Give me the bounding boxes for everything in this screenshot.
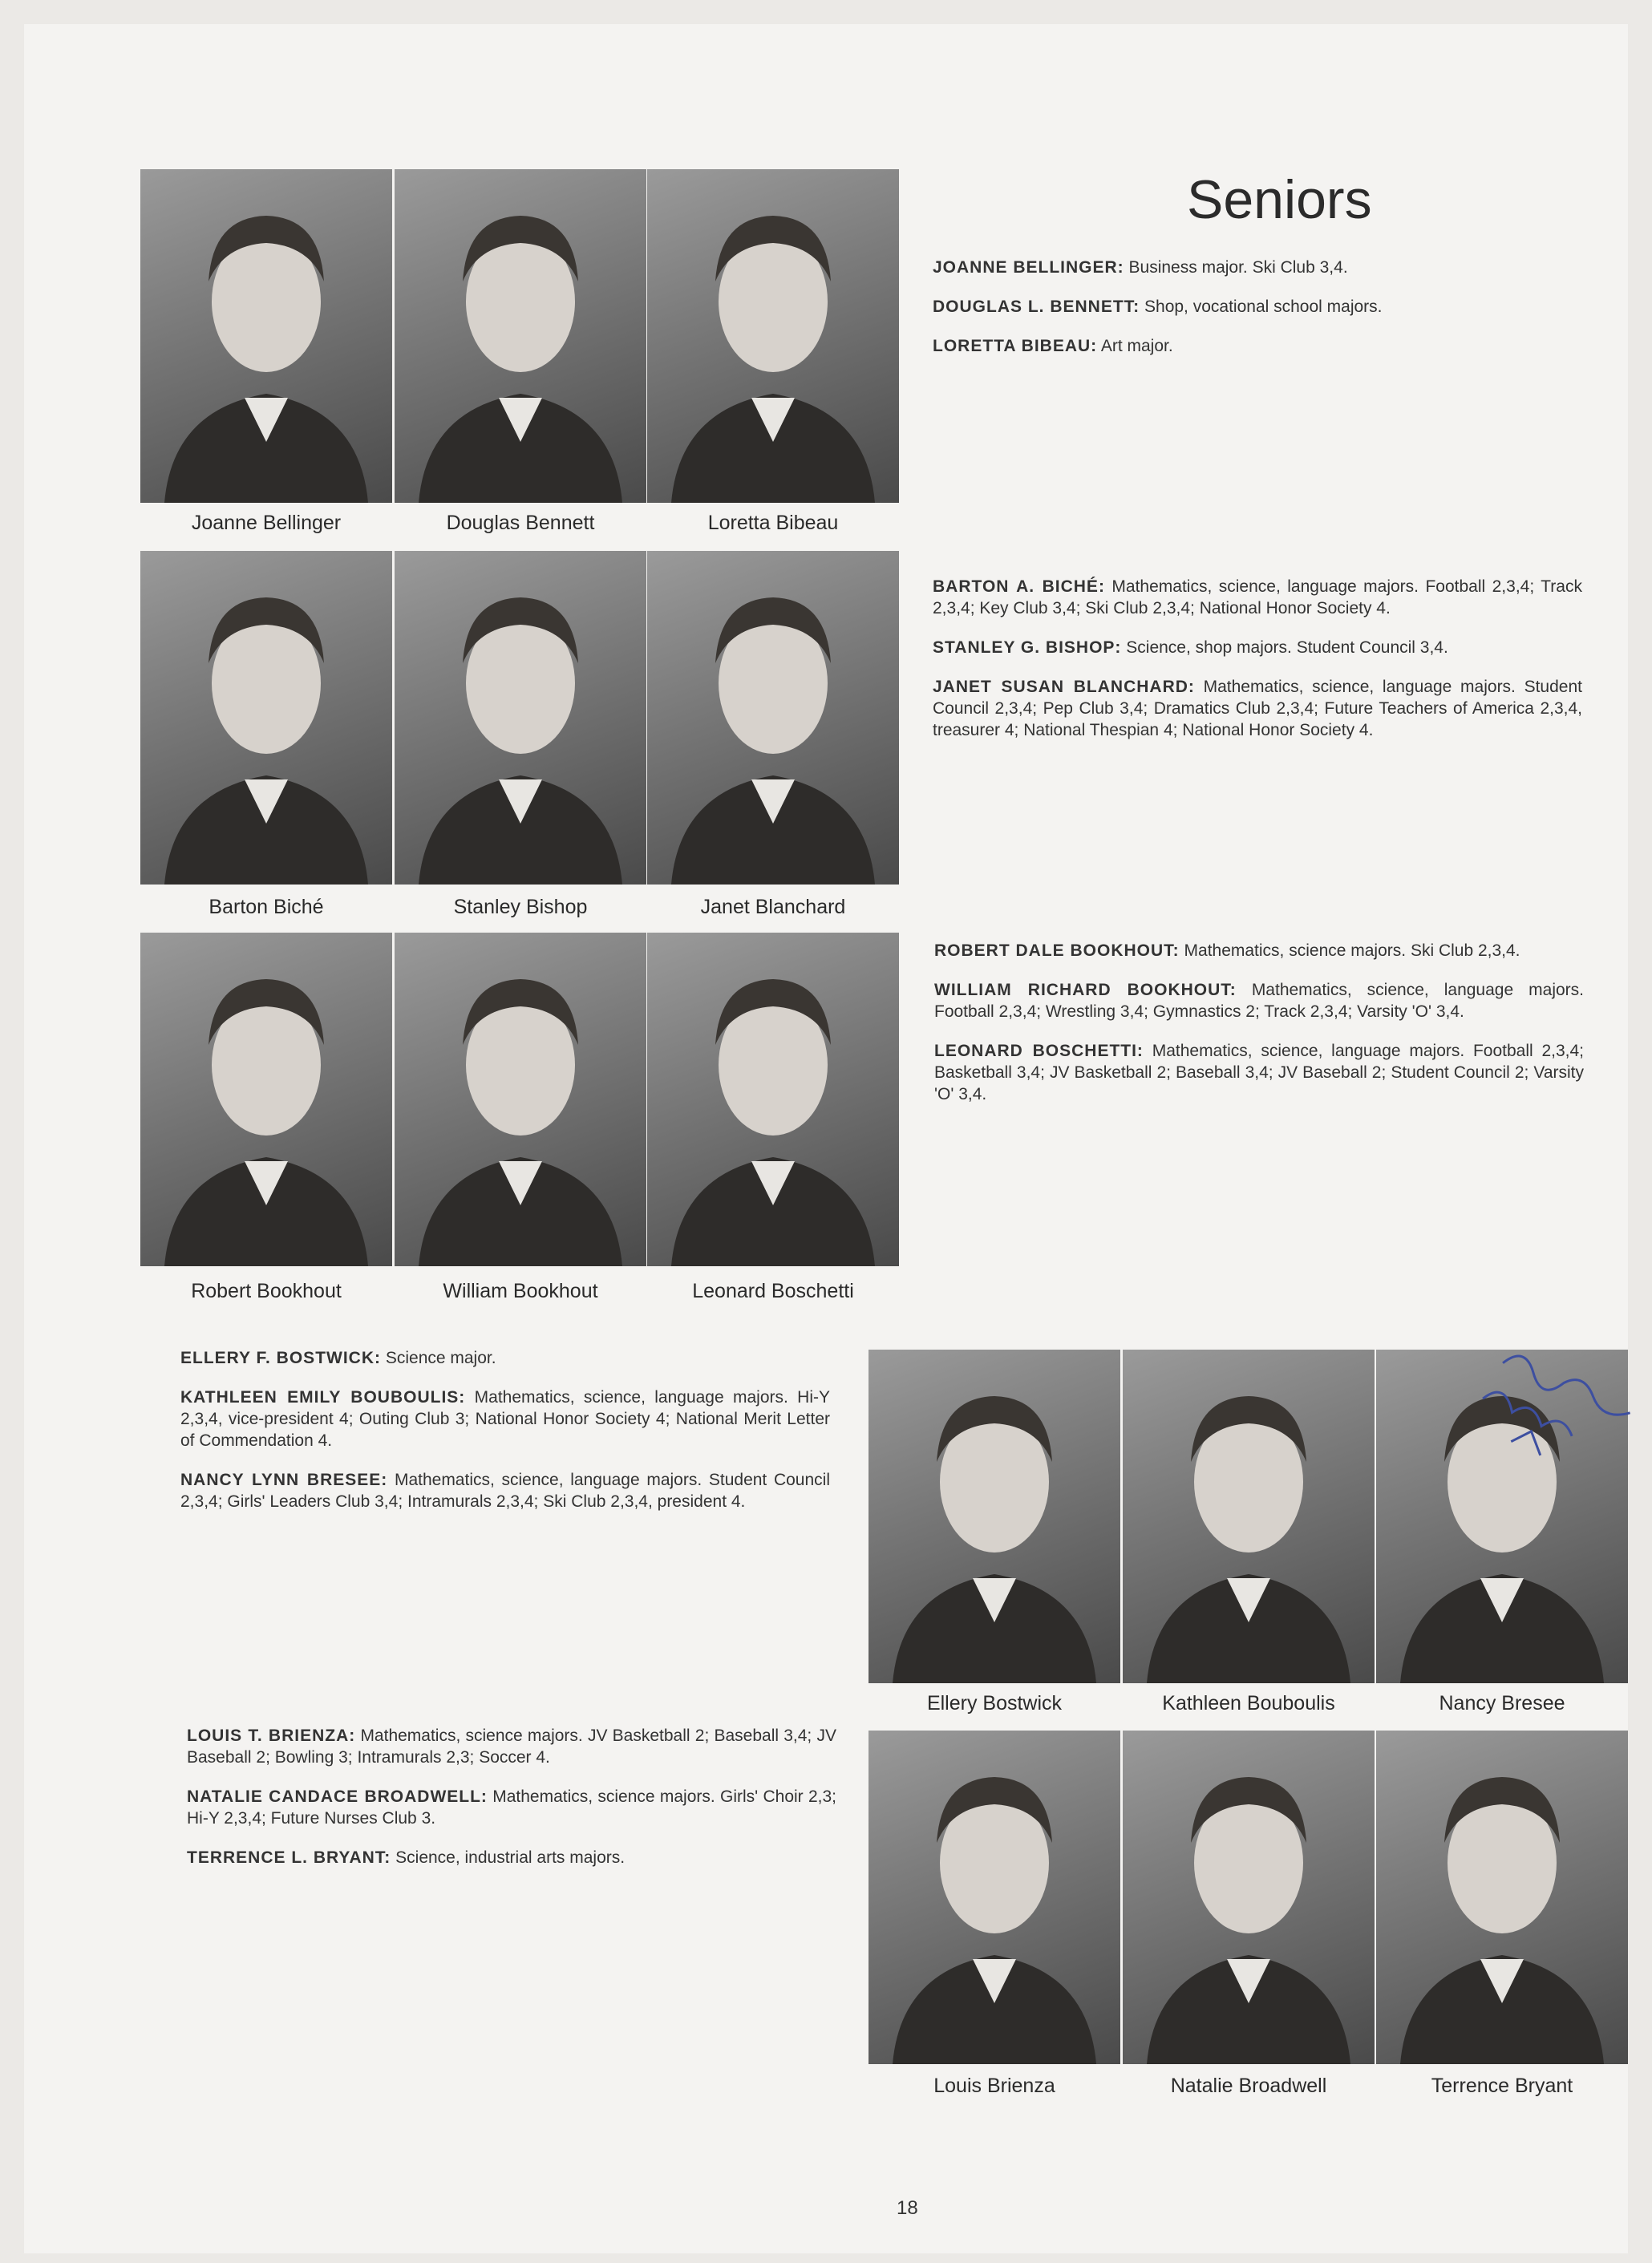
photo-caption: Loretta Bibeau	[707, 512, 839, 534]
senior-bio: TERRENCE L. BRYANT: Science, industrial arts majors.	[187, 1848, 626, 1867]
portrait-photo-icon	[647, 933, 899, 1266]
portrait-photo-icon	[869, 1350, 1120, 1683]
senior-bio: LOUIS T. BRIENZA: Mathematics, science majors. JV Basketball 2; Baseball 3,4; JV Baseball 2; Bowling 3; Intramurals 2,3; Soccer 4.	[187, 1727, 836, 1767]
photo-caption: Leonard Boschetti	[692, 1280, 854, 1302]
senior-bio: STANLEY G. BISHOP: Science, shop majors. Student Council 3,4.	[933, 638, 1448, 657]
senior-bio: ELLERY F. BOSTWICK: Science major.	[180, 1349, 496, 1367]
senior-bio: NANCY LYNN BRESEE: Mathematics, science, language majors. Student Council 2,3,4; Girls' Leaders Club 3,4; Intramurals 2,3,4; Ski Club 2,3,4, president 4.	[180, 1471, 830, 1511]
portrait-photo-icon	[140, 933, 392, 1266]
photo-caption: Barton Biché	[209, 896, 324, 918]
photo-caption: Robert Bookhout	[191, 1280, 342, 1302]
photo-caption: Kathleen Bouboulis	[1162, 1692, 1335, 1714]
photo-caption: Stanley Bishop	[453, 896, 588, 918]
senior-bio-list	[180, 1347, 830, 1530]
photo-caption: Douglas Bennett	[446, 512, 595, 534]
portrait-photo-icon	[647, 551, 899, 885]
photo-caption: William Bookhout	[443, 1280, 598, 1302]
photo-caption: Terrence Bryant	[1431, 2075, 1573, 2097]
yearbook-page	[24, 24, 1628, 2253]
photo-caption: Natalie Broadwell	[1170, 2075, 1327, 2097]
senior-bio: KATHLEEN EMILY BOUBOULIS: Mathematics, science, language majors. Hi-Y 2,3,4, vice-president 4; Outing Club 3; National Honor Society 4; National Merit Letter of Commendation 4.	[180, 1388, 831, 1450]
page-number: 18	[897, 2197, 918, 2219]
photo-caption: Louis Brienza	[933, 2075, 1055, 2097]
senior-bio: LEONARD BOSCHETTI: Mathematics, science, language majors. Football 2,3,4; Basketball 3,4; JV Basketball 2; Baseball 3,4; JV Baseball 2; Student Council 2; Varsity 'O' 3,4.	[934, 1042, 1584, 1103]
portrait-photo-icon	[395, 169, 646, 503]
portrait-photo-icon	[869, 1731, 1120, 2064]
senior-bio: LORETTA BIBEAU: Art major.	[933, 337, 1173, 355]
portrait-photo-icon	[140, 551, 392, 885]
senior-bio: BARTON A. BICHÉ: Mathematics, science, language majors. Football 2,3,4; Track 2,3,4; Key Club 3,4; Ski Club 2,3,4; National Honor Society 4.	[933, 577, 1582, 617]
photo-caption: Joanne Bellinger	[191, 512, 342, 534]
senior-bio: JOANNE BELLINGER: Business major. Ski Club 3,4.	[933, 258, 1348, 277]
portrait-photo-icon	[1123, 1731, 1375, 2064]
senior-bio-list	[934, 940, 1584, 1123]
photo-caption: Janet Blanchard	[700, 896, 846, 918]
senior-bio-list	[933, 576, 1582, 759]
senior-bio: ROBERT DALE BOOKHOUT: Mathematics, science majors. Ski Club 2,3,4.	[934, 941, 1520, 960]
senior-bio: WILLIAM RICHARD BOOKHOUT: Mathematics, science, language majors. Football 2,3,4; Wrestling 3,4; Gymnastics 2; Track 2,3,4; Varsity 'O' 3,4.	[934, 981, 1584, 1021]
senior-bio: NATALIE CANDACE BROADWELL: Mathematics, science majors. Girls' Choir 2,3; Hi-Y 2,3,4; Future Nurses Club 3.	[187, 1787, 836, 1828]
portrait-photo-icon	[140, 169, 392, 503]
senior-bio: JANET SUSAN BLANCHARD: Mathematics, science, language majors. Student Council 2,3,4; Pep Club 3,4; Dramatics Club 2,3,4; Future Teachers of America 2,3,4, treasurer 4; National Thespian 4; National Honor Society 4.	[933, 678, 1582, 739]
portrait-photo-icon	[395, 551, 646, 885]
senior-bio-list	[933, 257, 1582, 374]
photo-caption: Nancy Bresee	[1439, 1692, 1565, 1714]
portrait-photo-icon	[1376, 1731, 1628, 2064]
portrait-photo-icon	[647, 169, 899, 503]
photo-caption: Ellery Bostwick	[926, 1692, 1063, 1714]
portrait-photo-icon	[1123, 1350, 1375, 1683]
portrait-photo-icon	[395, 933, 646, 1266]
page-title: Seniors	[1187, 169, 1372, 230]
senior-bio: DOUGLAS L. BENNETT: Shop, vocational school majors.	[933, 298, 1383, 316]
portrait-photo-icon	[1376, 1350, 1628, 1683]
senior-bio-list	[187, 1725, 836, 1886]
